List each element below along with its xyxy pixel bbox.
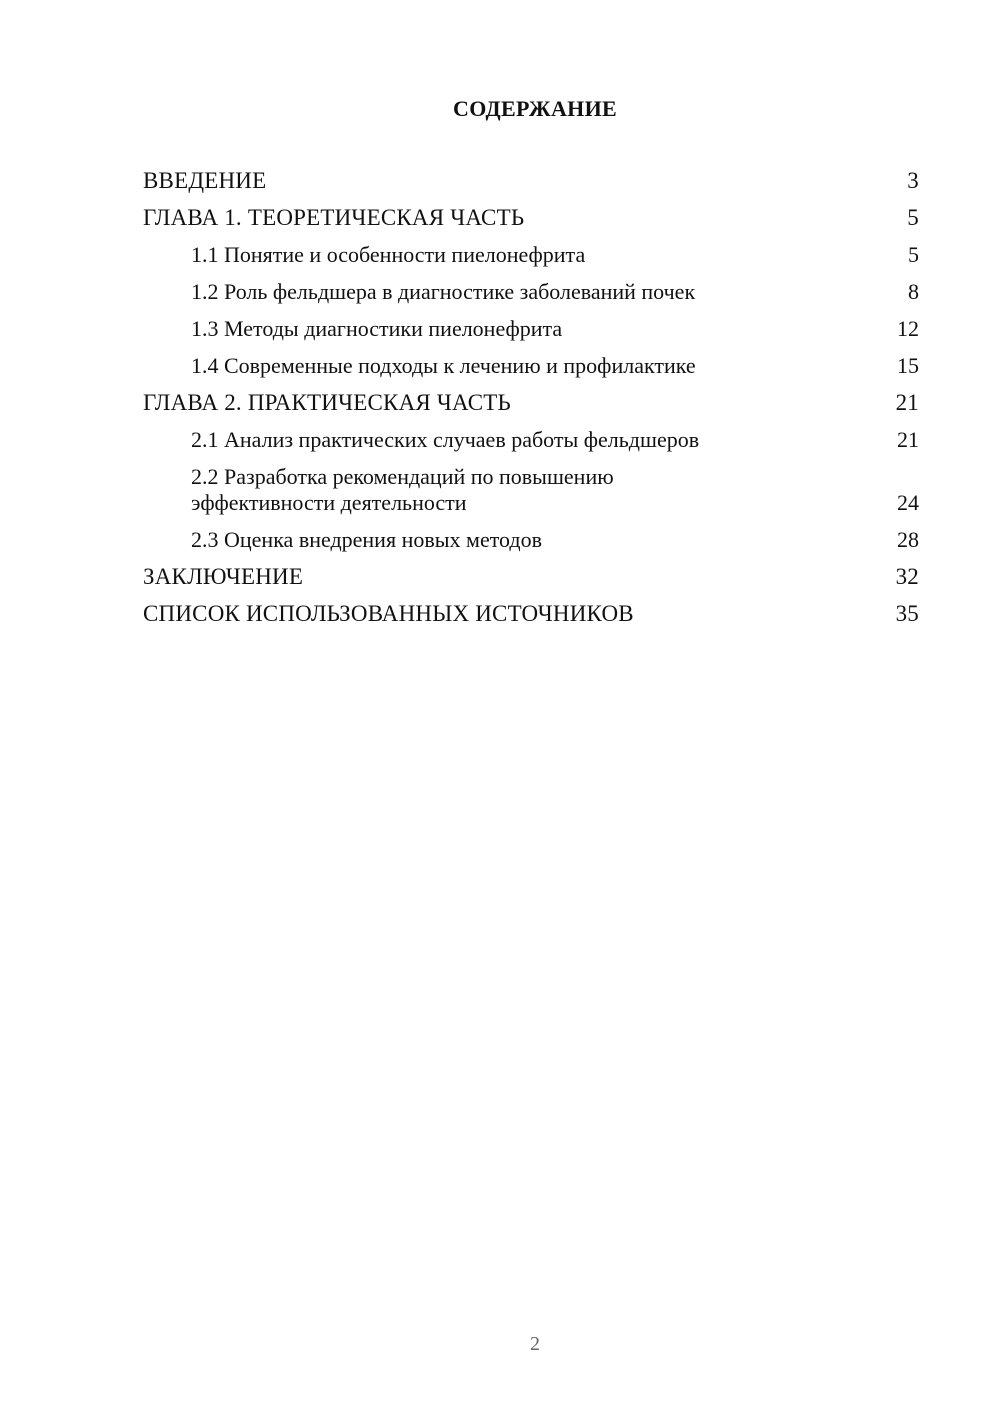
toc-entry-page: 15 bbox=[897, 353, 919, 378]
toc-entry-conclusion[interactable] bbox=[143, 564, 919, 590]
toc-entry-page: 5 bbox=[908, 242, 919, 267]
toc-entry-section-1-1[interactable] bbox=[143, 242, 919, 268]
toc-entry-section-2-3[interactable] bbox=[143, 527, 919, 553]
toc-entry-title: 1.2 Роль фельдшера в диагностике заболеваний почек bbox=[191, 279, 696, 304]
toc-entry-page: 12 bbox=[897, 316, 919, 341]
toc-entry-references[interactable] bbox=[143, 601, 919, 627]
toc-entry-title: 2.2 Разработка рекомендаций по повышению эффективности деятельности bbox=[191, 464, 614, 515]
toc-entry-page: 5 bbox=[907, 205, 919, 230]
toc-entry-title: ГЛАВА 2. ПРАКТИЧЕСКАЯ ЧАСТЬ bbox=[143, 390, 511, 415]
toc-entry-chapter-2[interactable] bbox=[143, 390, 919, 416]
toc-entry-page: 32 bbox=[895, 564, 919, 589]
toc-entry-title: ЗАКЛЮЧЕНИЕ bbox=[143, 564, 304, 589]
toc-entry-title: ГЛАВА 1. ТЕОРЕТИЧЕСКАЯ ЧАСТЬ bbox=[143, 205, 525, 230]
toc-entry-chapter-1[interactable] bbox=[143, 205, 919, 231]
table-of-contents bbox=[143, 168, 919, 638]
toc-entry-title: 2.1 Анализ практических случаев работы фельдшеров bbox=[191, 427, 700, 452]
toc-entry-section-1-4[interactable] bbox=[143, 353, 919, 379]
toc-entry-page: 8 bbox=[908, 279, 919, 304]
toc-entry-section-2-1[interactable] bbox=[143, 427, 919, 453]
toc-entry-page: 28 bbox=[897, 527, 919, 552]
toc-entry-title: СПИСОК ИСПОЛЬЗОВАННЫХ ИСТОЧНИКОВ bbox=[143, 601, 634, 626]
toc-entry-page: 21 bbox=[895, 390, 919, 415]
toc-title: СОДЕРЖАНИЕ bbox=[453, 96, 617, 121]
toc-entry-section-2-2[interactable] bbox=[143, 464, 919, 516]
toc-entry-page: 3 bbox=[907, 168, 919, 193]
toc-entry-title: 2.3 Оценка внедрения новых методов bbox=[191, 527, 542, 552]
toc-entry-section-1-3[interactable] bbox=[143, 316, 919, 342]
toc-entry-page: 35 bbox=[895, 601, 919, 626]
toc-entry-title: 1.3 Методы диагностики пиелонефрита bbox=[191, 316, 563, 341]
toc-entry-page: 24 bbox=[897, 490, 919, 515]
toc-entry-page: 21 bbox=[897, 427, 919, 452]
toc-entry-title: 1.4 Современные подходы к лечению и профилактике bbox=[191, 353, 696, 378]
page-number: 2 bbox=[530, 1333, 540, 1355]
toc-entry-introduction[interactable] bbox=[143, 168, 919, 194]
toc-entry-section-1-2[interactable] bbox=[143, 279, 919, 305]
toc-entry-title: ВВЕДЕНИЕ bbox=[143, 168, 267, 193]
toc-entry-title: 1.1 Понятие и особенности пиелонефрита bbox=[191, 242, 586, 267]
